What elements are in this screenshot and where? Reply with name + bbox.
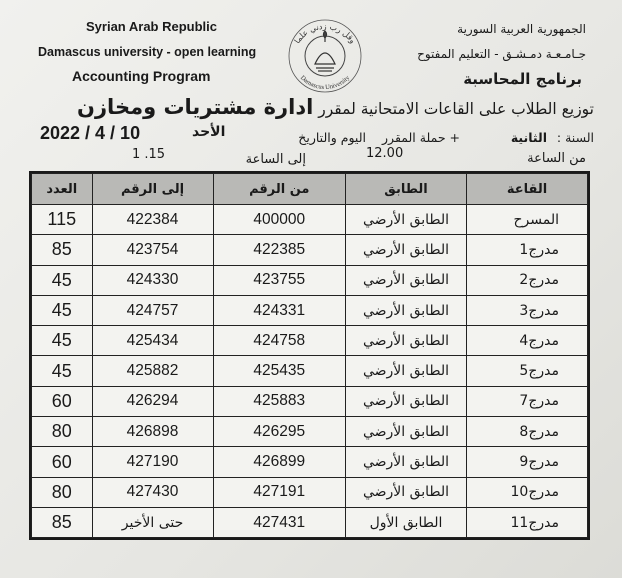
cell-hall: مدرج10 bbox=[467, 477, 588, 507]
year-value: الثانية bbox=[510, 130, 547, 145]
page-title bbox=[77, 95, 594, 119]
header-country-en: Syrian Arab Republic bbox=[86, 19, 217, 34]
cell-hall: مدرج9 bbox=[467, 447, 588, 477]
to-time-label: إلى الساعة bbox=[245, 152, 306, 167]
exam-date: 2022 / 4 / 10 bbox=[40, 123, 141, 143]
cell-hall: المسرح bbox=[467, 205, 588, 235]
cell-floor: الطابق الأرضي bbox=[346, 235, 467, 265]
cell-to: 427190 bbox=[92, 447, 213, 477]
cell-count: 115 bbox=[32, 205, 93, 235]
cell-from: 427191 bbox=[213, 477, 345, 507]
cell-count: 85 bbox=[32, 507, 93, 537]
table-row bbox=[32, 477, 588, 507]
cell-count: 80 bbox=[32, 477, 93, 507]
cell-from: 423755 bbox=[213, 265, 345, 295]
header-program-ar: برنامج المحاسبة bbox=[463, 70, 582, 88]
cell-hall: مدرج4 bbox=[467, 326, 588, 356]
cell-from: 427431 bbox=[213, 507, 345, 537]
title-prefix: توزيع الطلاب على القاعات الامتحانية لمقرر bbox=[318, 100, 594, 118]
cell-floor: الطابق الأرضي bbox=[346, 295, 467, 325]
cell-count: 60 bbox=[32, 386, 93, 416]
cell-floor: الطابق الأرضي bbox=[346, 477, 467, 507]
cell-from: 426899 bbox=[213, 447, 345, 477]
cell-to: 422384 bbox=[92, 205, 213, 235]
cell-hall: مدرج8 bbox=[467, 417, 588, 447]
cell-from: 400000 bbox=[213, 205, 345, 235]
table-row bbox=[32, 235, 588, 265]
col-header-hall: القاعة bbox=[467, 174, 588, 205]
cell-to: حتى الأخير bbox=[92, 507, 213, 537]
col-header-floor: الطابق bbox=[346, 174, 467, 205]
cell-from: 425435 bbox=[213, 356, 345, 386]
col-header-to: إلى الرقم bbox=[92, 174, 213, 205]
table-row bbox=[32, 326, 588, 356]
table-row bbox=[32, 417, 588, 447]
cell-hall: مدرج2 bbox=[467, 265, 588, 295]
cell-floor: الطابق الأرضي bbox=[346, 447, 467, 477]
cell-hall: مدرج7 bbox=[467, 386, 588, 416]
cell-from: 426295 bbox=[213, 417, 345, 447]
table-row bbox=[32, 386, 588, 416]
cell-floor: الطابق الأول bbox=[346, 507, 467, 537]
cell-hall: مدرج5 bbox=[467, 356, 588, 386]
year-label: السنة : bbox=[556, 130, 594, 145]
logo-university-text: Damascus University bbox=[298, 74, 352, 92]
col-header-count: العدد bbox=[32, 174, 93, 205]
cell-floor: الطابق الأرضي bbox=[346, 265, 467, 295]
cell-from: 424758 bbox=[213, 326, 345, 356]
from-time-value: 12.00 bbox=[366, 146, 404, 161]
cell-to: 425882 bbox=[92, 356, 213, 386]
to-time-value: 1 .15 bbox=[132, 147, 166, 162]
cell-to: 426898 bbox=[92, 417, 213, 447]
cell-floor: الطابق الأرضي bbox=[346, 205, 467, 235]
cell-count: 60 bbox=[32, 447, 93, 477]
cell-to: 423754 bbox=[92, 235, 213, 265]
cell-count: 45 bbox=[32, 326, 93, 356]
cell-floor: الطابق الأرضي bbox=[346, 386, 467, 416]
cell-hall: مدرج11 bbox=[467, 507, 588, 537]
table-row bbox=[32, 356, 588, 386]
cell-from: 425883 bbox=[213, 386, 345, 416]
distribution-table bbox=[29, 171, 590, 540]
header-program-en: Accounting Program bbox=[72, 68, 211, 84]
table-row bbox=[32, 507, 588, 537]
header-country-ar: الجمهورية العربية السورية bbox=[457, 22, 586, 36]
cell-to: 425434 bbox=[92, 326, 213, 356]
cell-floor: الطابق الأرضي bbox=[346, 417, 467, 447]
cell-to: 426294 bbox=[92, 386, 213, 416]
cell-hall: مدرج1 bbox=[467, 235, 588, 265]
cell-to: 427430 bbox=[92, 477, 213, 507]
from-time-label: من الساعة bbox=[527, 151, 586, 166]
university-logo bbox=[280, 12, 370, 98]
day-date-label: اليوم والتاريخ bbox=[298, 130, 366, 145]
cell-count: 80 bbox=[32, 417, 93, 447]
cell-count: 85 bbox=[32, 235, 93, 265]
header-university-ar: جـامـعـة دمـشـق - التعليم المفتوح bbox=[417, 47, 586, 61]
table-row bbox=[32, 295, 588, 325]
logo-motto-text: وقل رب زدني علما bbox=[292, 21, 358, 46]
cell-count: 45 bbox=[32, 356, 93, 386]
table-row bbox=[32, 205, 588, 235]
cell-count: 45 bbox=[32, 265, 93, 295]
cell-count: 45 bbox=[32, 295, 93, 325]
cell-from: 424331 bbox=[213, 295, 345, 325]
table-header-row bbox=[32, 174, 588, 205]
cell-from: 422385 bbox=[213, 235, 345, 265]
cell-to: 424330 bbox=[92, 265, 213, 295]
cell-floor: الطابق الأرضي bbox=[346, 356, 467, 386]
table-row bbox=[32, 447, 588, 477]
day-name: الأحد bbox=[192, 124, 226, 140]
carriers-label: + حملة المقرر bbox=[382, 130, 460, 145]
cell-to: 424757 bbox=[92, 295, 213, 325]
header-university-en: Damascus university - open learning bbox=[38, 45, 257, 59]
table-row bbox=[32, 265, 588, 295]
cell-hall: مدرج3 bbox=[467, 295, 588, 325]
cell-floor: الطابق الأرضي bbox=[346, 326, 467, 356]
course-name: ادارة مشتريات ومخازن bbox=[77, 95, 314, 119]
col-header-from: من الرقم bbox=[213, 174, 345, 205]
